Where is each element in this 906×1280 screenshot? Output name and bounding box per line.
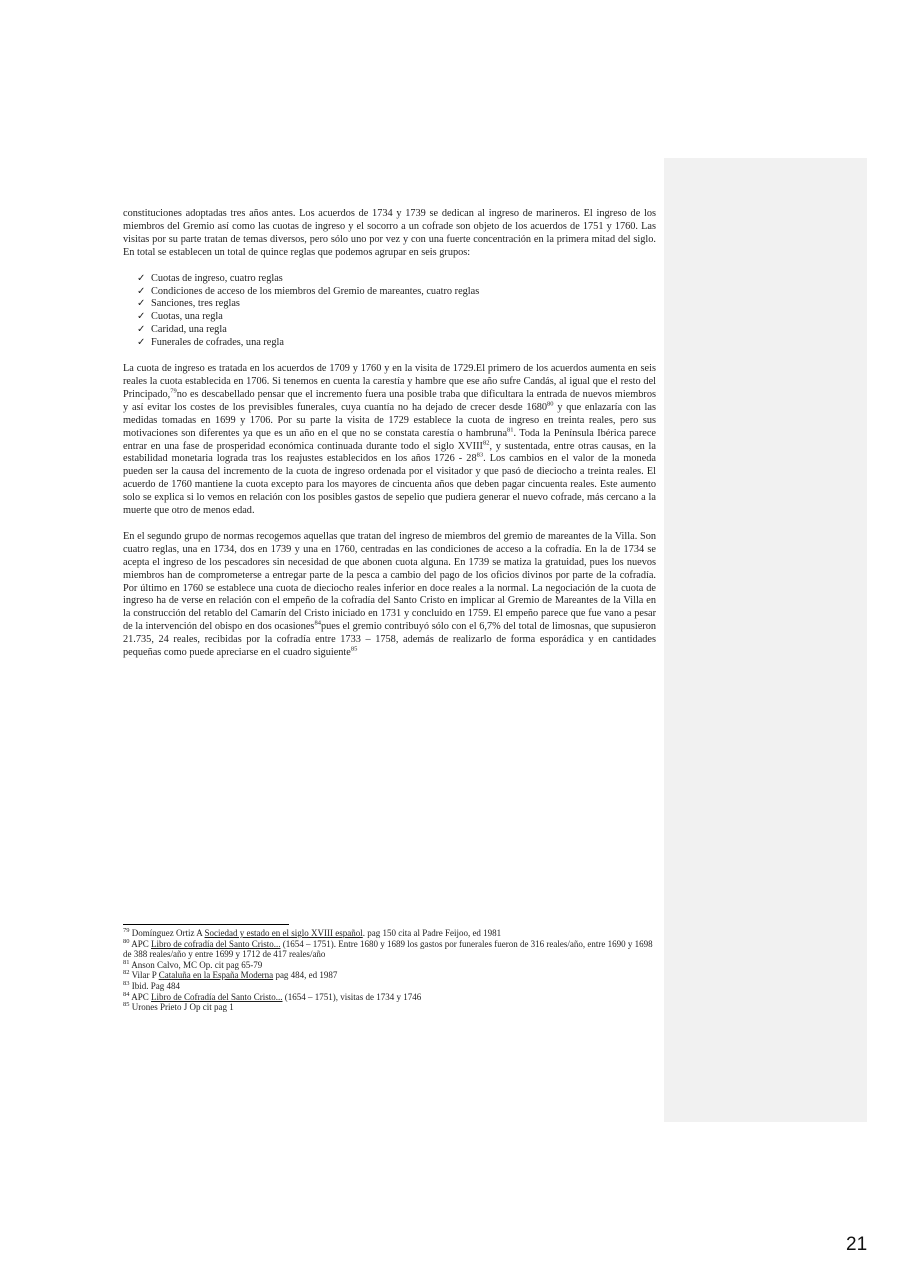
- list-item: ✓ Caridad, una regla: [137, 324, 227, 336]
- paragraph-2: La cuota de ingreso es tratada en los acuerdos de 1709 y 1760 y en la visita de 1729.El primero de los acuerdos aumenta en seis reales la cuota establecida en 1706. Si tenemos en cuenta la carestía y hambre que ese año sufre Candás, al igual que el resto del Principado,$^{79}$no es descabellado pensar que el incremento fuera una posible traba que dificultara la entrada de nuevos miembros y así evitar los costes de los previsibles funerales, cuya cuantía no ha dejado de crecer desde 1680$^{80}$ y que enlazaría con las medidas tomadas en 1699 y 1706. Por su parte la visita de 1729 establece la cuota de ingreso en treinta reales, pero sus motivaciones son diferentes ya que es un año en el que no se constata carestía o hambruna$^{81}$. Toda la Península Ibérica parece entrar en una fase de prosperidad económica continuada durante todo el siglo XVIII$^{82}$, y sustentada, entre otras causas, en la estabilidad monetaria lograda tras los reajustes establecidos en los años $1726 - 28^{83}$. Los cambios en el valor de la moneda pueden ser la causa del incremento de la cuota de ingreso ordenada por el visitador y que pasó de dieciocho a treinta reales. El acuerdo de 1760 mantiene la cuota excepto para los mayores de cincuenta años que deben pagar cincuenta reales. Este aumento solo se explica si lo vemos en relación con los posibles gastos de sepelio que pudiera generar el nuevo cofrade, más cercano a la muerte que otro de menos edad.: [123, 363, 656, 517]
- check-icon: ✓: [137, 285, 146, 297]
- list-item: ✓ Sanciones, tres reglas: [137, 298, 240, 310]
- footnote-ref[interactable]: 84: [314, 619, 321, 627]
- footnote-84: $^{84}$ APC Libro de Cofradía del Santo Cristo... (1654 – 1751), visitas de 1734 y 1746: [123, 990, 422, 1002]
- footnotes: [123, 924, 656, 1013]
- footnote-separator: [123, 924, 289, 925]
- footnote-ref[interactable]: 81: [507, 426, 514, 434]
- check-icon: ✓: [137, 311, 146, 323]
- paragraph-3: En el segundo grupo de normas recogemos aquellas que tratan del ingreso de miembros del gremio de mareantes de la Villa. Son cuatro reglas, una en 1734, dos en 1739 y una en 1760, centradas en las condiciones de acceso a la cofradía. En la de 1734 se acepta el ingreso de los pescadores sin necesidad de que abonen cuota alguna. En 1739 se matiza la gratuidad, pues los nuevos miembros han de comprometerse a entregar parte de la pesca a cambio del pago de los oficios divinos por parte de la cofradía. Por último en 1760 se establece una cuota de dieciocho reales inferior en doce reales a la normal. La negociación de la cuota de ingreso ha de verse en relación con el empeño de la cofradía del Santo Cristo en implicar al Gremio de Mareantes de la Villa en la construcción del retablo del Camarín del Cristo iniciado en 1731 y concluido en 1759. El empeño parece que fue vano a pesar de la intervención del obispo en dos ocasiones$^{84}$pues el gremio contribuyó sólo con el 6,7% del total de limosnas, que supusieron 21.735, 24 reales, recibidas por la cofradía entre 1733 – 1758, además de realizarlo de forma esporádica y en cantidades pequeñas como puede apreciarse en el cuadro siguiente$^{85}$: [123, 530, 657, 659]
- comment-margin-pane: [664, 158, 867, 1122]
- list-item: ✓ Cuotas de ingreso, cuatro reglas: [137, 272, 283, 284]
- footnote-85: $^{85}$ Urones Prieto J Op cit pag 1: [123, 1001, 234, 1013]
- check-icon: ✓: [137, 298, 146, 310]
- footnote-ref[interactable]: 82: [482, 439, 490, 447]
- footnote-ref[interactable]: 83: [476, 451, 484, 459]
- footnote-80: $^{80}$ APC Libro de cofradía del Santo Cristo... (1654 – 1751). Entre 1680 y 1689 los gastos por funerales fueron de 316 reales/año, entre 1690 y 1698 de 388 reales/año y entre 1699 y 1712 de 417 reales/año: [123, 937, 653, 960]
- footnote-79: $^{79}$ Domínguez Ortiz A Sociedad y estado en el siglo XVIII español. pag 150 cita al Padre Feijoo, ed 1981: [123, 927, 502, 938]
- paragraph-1: constituciones adoptadas tres años antes. Los acuerdos de 1734 y 1739 se dedican al ingreso de marineros. El ingreso de los miembros del Gremio así como las cuotas de ingreso y el socorro a un cofrade son objeto de los acuerdos de 1751 y 1760. Las visitas por su parte tratan de temas diversos, pero sólo uno por vez y con una fuerte concentración en la primera mitad del siglo. En total se establecen un total de quince reglas que podemos agrupar en seis grupos:: [123, 208, 656, 258]
- list-item: ✓ Cuotas, una regla: [137, 311, 223, 323]
- check-icon: ✓: [137, 324, 146, 336]
- check-icon: ✓: [137, 337, 146, 349]
- list-item: ✓ Funerales de cofrades, una regla: [137, 337, 284, 349]
- footnote-ref[interactable]: 79: [170, 387, 177, 395]
- footnote-ref[interactable]: 85: [350, 645, 358, 653]
- page-number: 21: [846, 1234, 868, 1255]
- check-icon: ✓: [137, 272, 146, 284]
- footnote-81: $^{81}$ Anson Calvo, MC Op. cit pag 65-79: [123, 958, 263, 970]
- body-text: [123, 208, 656, 673]
- footnote-ref[interactable]: 80: [547, 400, 554, 408]
- footnote-83: $^{83}$ Ibid. Pag 484: [123, 979, 180, 991]
- list-item: ✓ Condiciones de acceso de los miembros del Gremio de mareantes, cuatro reglas: [137, 285, 480, 297]
- rule-groups-list: [123, 273, 656, 350]
- footnote-82: $^{82}$ Vilar P Cataluña en la España Moderna pag 484, ed 1987: [123, 969, 338, 981]
